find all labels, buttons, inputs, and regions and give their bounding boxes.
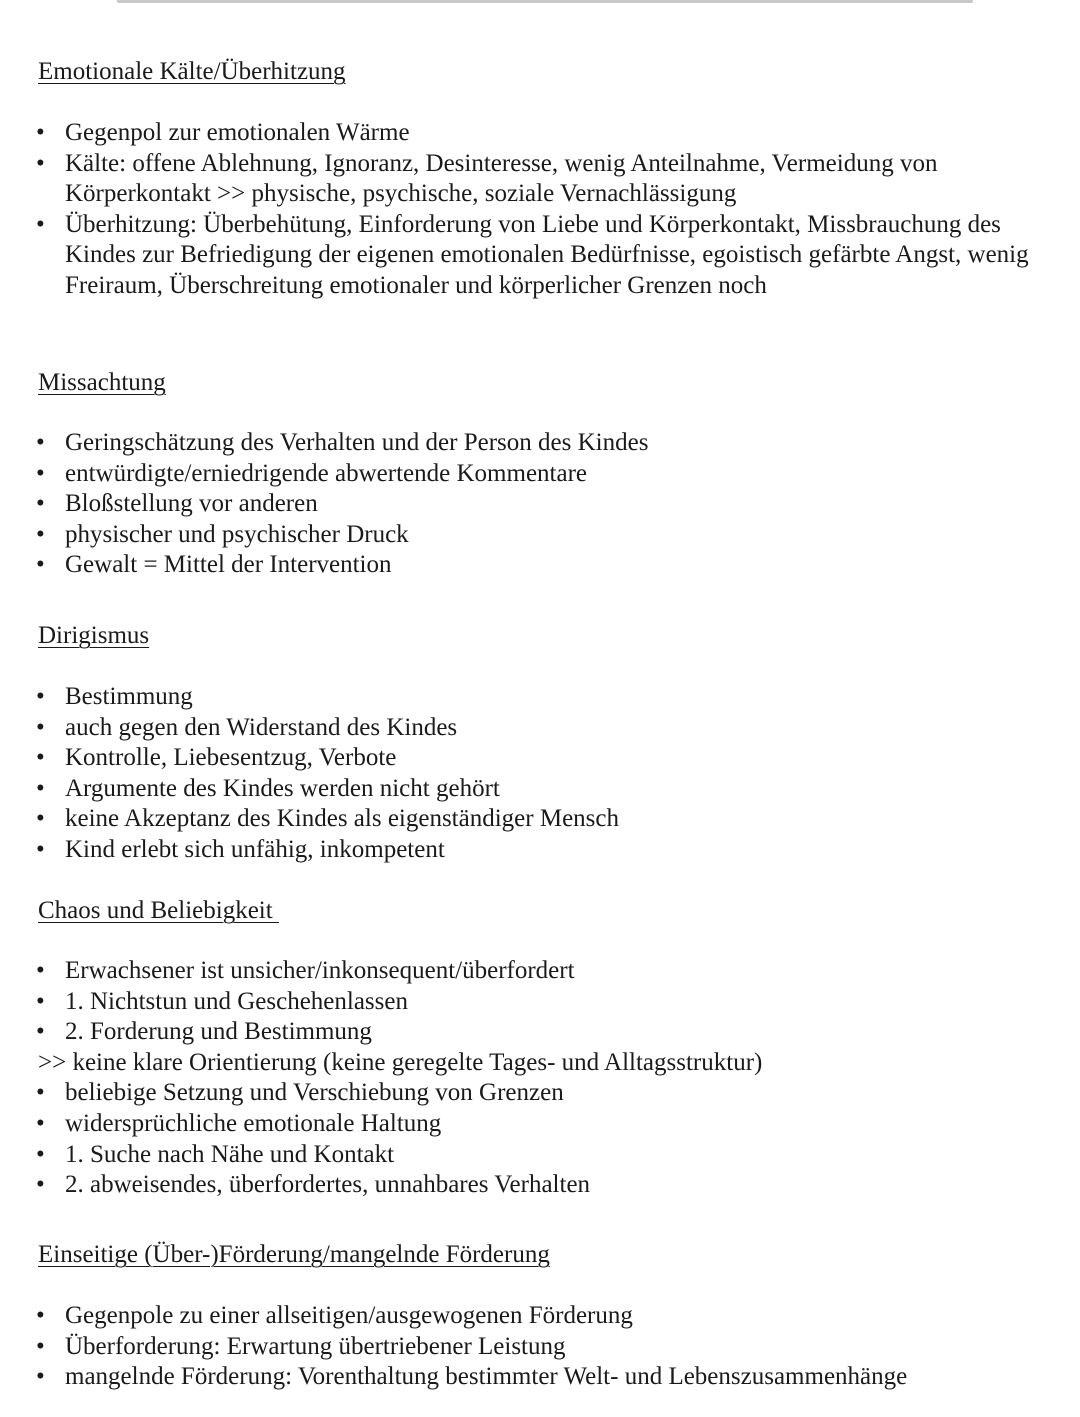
section-heading-missachtung: Missachtung (38, 369, 166, 396)
list-item: • Kälte: offene Ablehnung, Ignoranz, Desinteresse, wenig Anteilnahme, Vermeidung von Körperkontakt >> physische, psychische, soziale Vernachlässigung (0, 149, 1060, 210)
section-list-emotionale-kaelte (0, 118, 1060, 302)
list-item: • auch gegen den Widerstand des Kindes (0, 713, 1060, 744)
list-item: • Geringschätzung des Verhalten und der Person des Kindes (0, 428, 1060, 459)
list-item: • entwürdigte/erniedrigende abwertende Kommentare (0, 459, 1060, 490)
list-item: • 2. Forderung und Bestimmung (0, 1017, 1060, 1048)
list-item: • 2. abweisendes, überfordertes, unnahbares Verhalten (0, 1170, 1060, 1201)
section-heading-dirigismus: Dirigismus (38, 622, 150, 649)
section-list-chaos-und-beliebigkeit (0, 956, 1060, 1201)
list-item: • Argumente des Kindes werden nicht gehört (0, 774, 1060, 805)
list-item: • Gewalt = Mittel der Intervention (0, 550, 1060, 581)
list-item: • keine Akzeptanz des Kindes als eigenständiger Mensch (0, 804, 1060, 835)
section-list-missachtung (0, 428, 1060, 581)
list-item: • physischer und psychischer Druck (0, 520, 1060, 551)
list-item: • widersprüchliche emotionale Haltung (0, 1109, 1060, 1140)
section-heading-einseitige-foerderung: Einseitige (Über-)Förderung/mangelnde Förderung (38, 1241, 550, 1268)
list-item: • Gegenpol zur emotionalen Wärme (0, 118, 1060, 149)
section-list-dirigismus (0, 682, 1060, 866)
list-item: • 1. Nichtstun und Geschehenlassen (0, 987, 1060, 1018)
list-item: • Gegenpole zu einer allseitigen/ausgewogenen Förderung (0, 1301, 1060, 1332)
list-note: >> keine klare Orientierung (keine geregelte Tages- und Alltagsstruktur) (38, 1048, 763, 1076)
list-item: • Bloßstellung vor anderen (0, 489, 1060, 520)
section-list-einseitige-foerderung (0, 1301, 1060, 1393)
list-item: • Bestimmung (0, 682, 1060, 713)
section-heading-chaos-und-beliebigkeit: Chaos und Beliebigkeit (38, 897, 279, 924)
list-item: • beliebige Setzung und Verschiebung von Grenzen (0, 1078, 1060, 1109)
list-item: • Erwachsener ist unsicher/inkonsequent/überfordert (0, 956, 1060, 987)
list-item: • Kontrolle, Liebesentzug, Verbote (0, 743, 1060, 774)
section-heading-emotionale-kaelte: Emotionale Kälte/Überhitzung (38, 58, 346, 85)
list-item: • Überhitzung: Überbehütung, Einforderung von Liebe und Körperkontakt, Missbrauchung des Kindes zur Befriedigung der eigenen emotionalen Bedürfnisse, egoistisch gefärbte Angst, wenig Freiraum, Überschreitung emotionaler und körperlicher Grenzen noch (0, 210, 1060, 302)
list-item: • mangelnde Förderung: Vorenthaltung bestimmter Welt- und Lebenszusammenhänge (0, 1362, 1060, 1393)
list-item: • Kind erlebt sich unfähig, inkompetent (0, 835, 1060, 866)
list-item: • 1. Suche nach Nähe und Kontakt (0, 1140, 1060, 1171)
list-item: • Überforderung: Erwartung übertriebener Leistung (0, 1332, 1060, 1363)
